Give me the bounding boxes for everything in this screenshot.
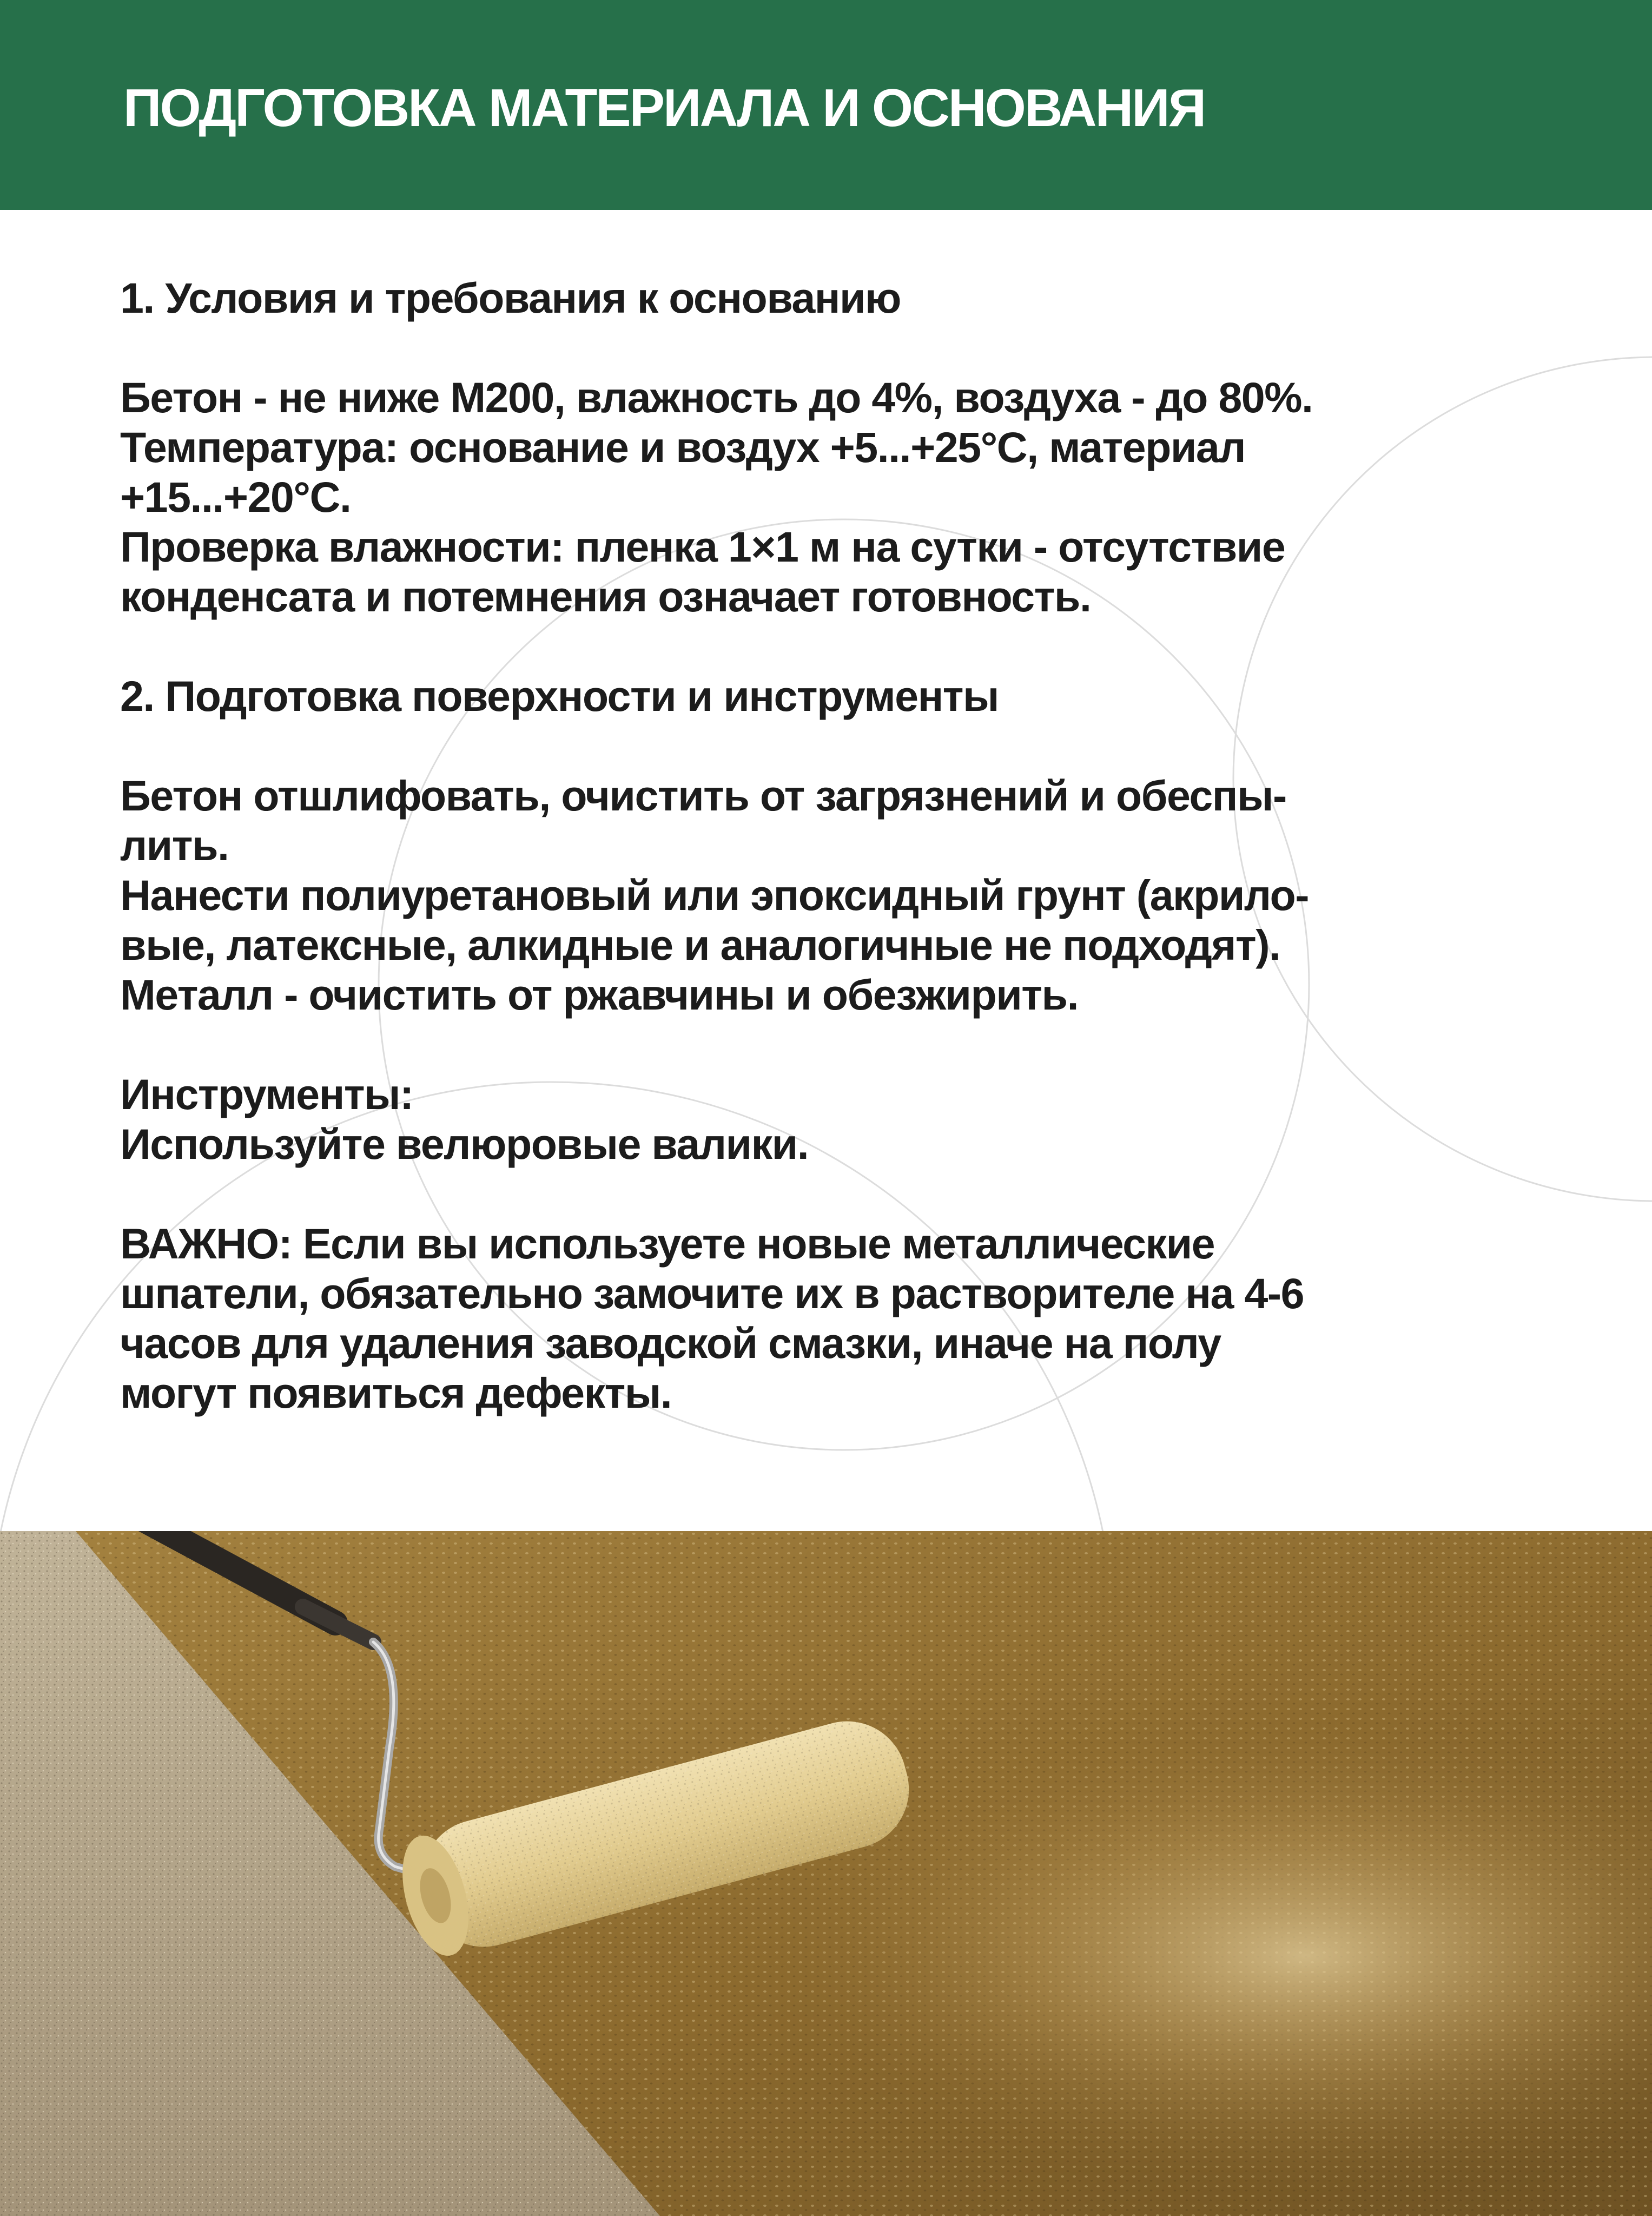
section-heading: 2. Подготовка поверхности и инструменты [120,672,999,720]
important-line: могут появиться дефекты. [120,1369,672,1417]
section-text-line: Нанести полиуретановый или эпоксидный грунт (акрило- [120,871,1309,919]
section-text-line: Температура: основание и воздух +5...+25°C, материал [120,423,1246,471]
section-text-line: Бетон - не ниже М200, влажность до 4%, воздуха - до 80%. [120,373,1313,421]
tools-text: Используйте велюровые валики. [120,1120,809,1168]
section-heading: 1. Условия и требования к основанию [120,274,901,322]
roller-photo [0,1531,1652,2216]
header-banner [0,0,1652,210]
roller-photo-illustration [0,1531,1652,2216]
page-title: ПОДГОТОВКА МАТЕРИАЛА И ОСНОВАНИЯ [123,78,1205,137]
section-text-line: вые, латексные, алкидные и аналогичные не подходят). [120,921,1280,969]
instructions-content [120,273,1537,1418]
section-text-line: лить. [120,821,229,869]
section-text-line: Проверка влажности: пленка 1×1 м на сутки - отсутствие [120,523,1285,571]
tools-heading: Инструменты: [120,1070,413,1118]
section-text-line: +15...+20°C. [120,473,351,521]
section-text-line: Металл - очистить от ржавчины и обезжирить. [120,971,1079,1019]
section-text-line: конденсата и потемнения означает готовность. [120,572,1091,621]
important-line: часов для удаления заводской смазки, иначе на полу [120,1319,1221,1367]
important-line: шпатели, обязательно замочите их в растворителе на 4-6 [120,1269,1304,1317]
important-line: ВАЖНО: Если вы используете новые металлические [120,1219,1215,1268]
section-text-line: Бетон отшлифовать, очистить от загрязнений и обеспы- [120,771,1286,820]
